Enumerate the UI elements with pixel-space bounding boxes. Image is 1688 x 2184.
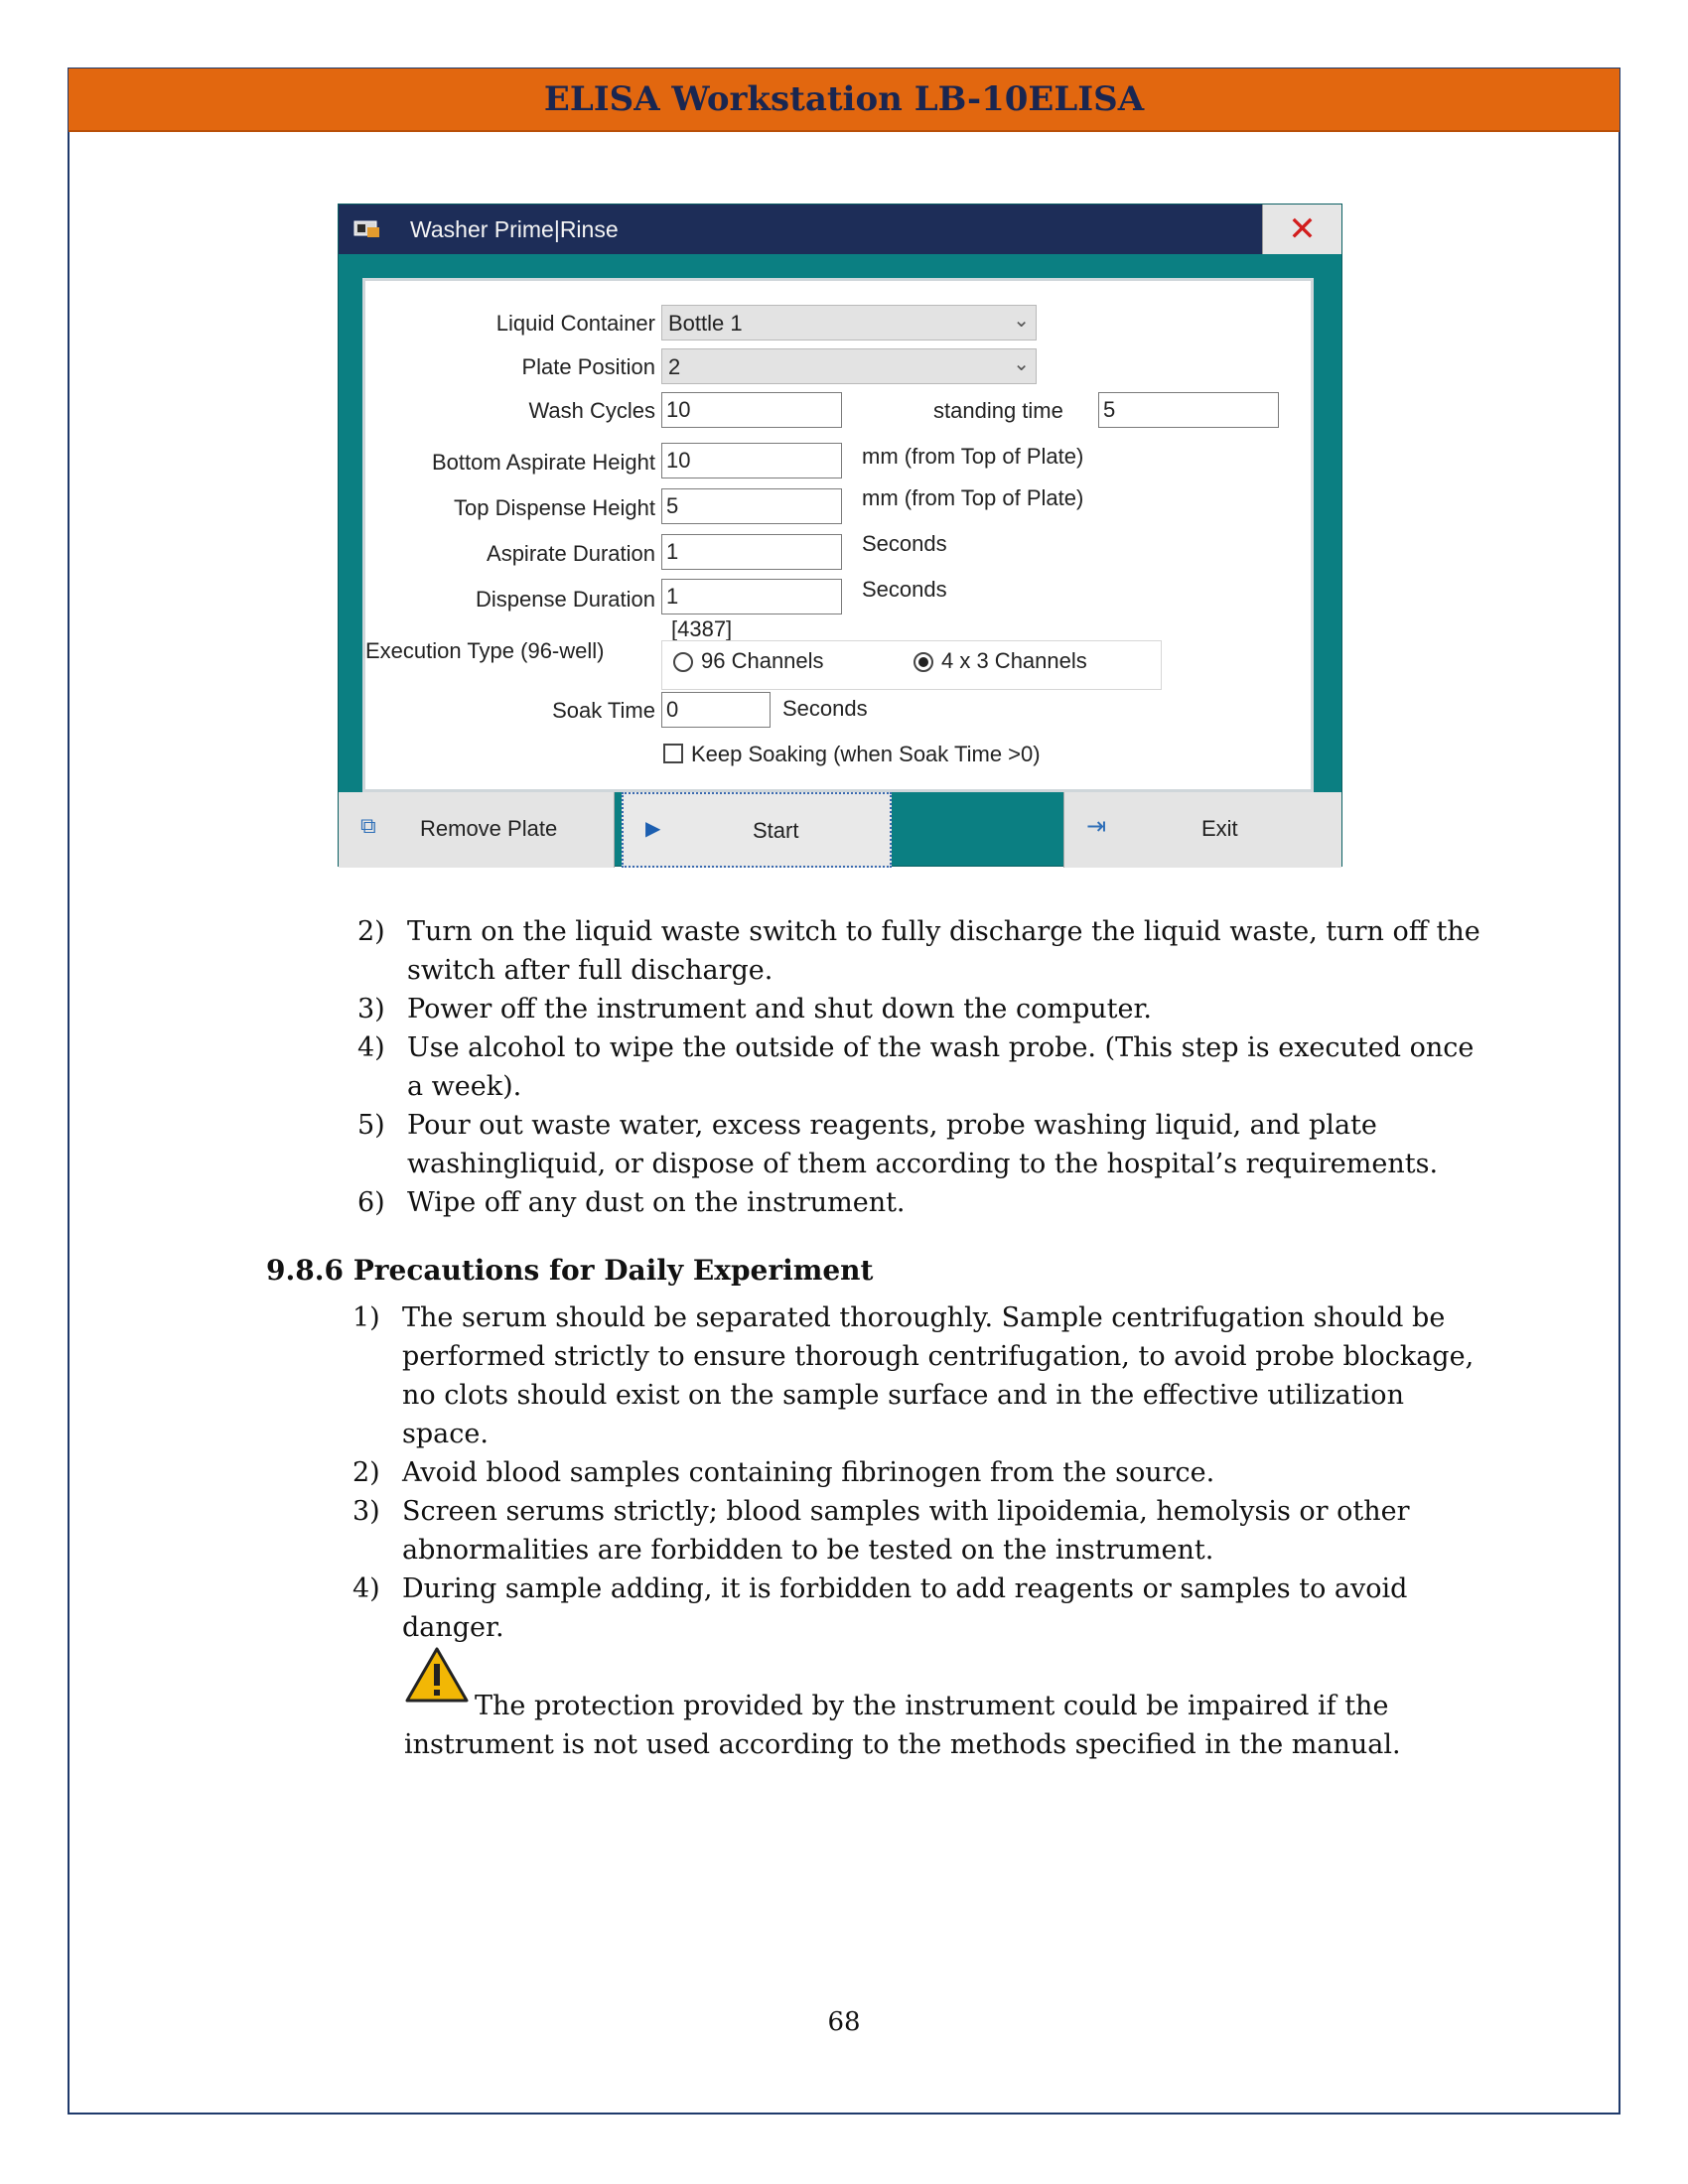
warning-triangle-icon: [404, 1646, 470, 1704]
header-bar: [69, 68, 1619, 132]
precautions-list: [352, 1298, 1489, 1646]
remove-plate-label: Remove Plate: [420, 816, 558, 841]
radio-96-channels-label: 96 Channels: [701, 648, 824, 673]
top-dispense-height-unit: mm (from Top of Plate): [862, 485, 1084, 510]
close-icon: ✕: [1288, 209, 1317, 249]
dispense-duration-value: 1: [666, 584, 679, 609]
aspirate-duration-input[interactable]: [661, 534, 842, 570]
list-item: [352, 1453, 1489, 1492]
chevron-down-icon: ⌄: [1013, 308, 1030, 332]
list-item: [352, 1298, 1489, 1453]
list-item: [357, 1028, 1489, 1106]
top-dispense-height-input[interactable]: [661, 488, 842, 524]
plate-position-label: Plate Position: [521, 354, 655, 379]
list-item: [352, 1570, 1489, 1647]
section-heading: 9.8.6 Precautions for Daily Experiment: [266, 1254, 874, 1287]
dispense-duration-unit: Seconds: [862, 577, 947, 602]
execution-type-label: Execution Type (96-well): [365, 638, 605, 663]
warning-text-line-2: instrument is not used according to the methods specified in the manual.: [404, 1729, 1401, 1760]
list-item-line: The serum should be separated thoroughly. Sample centrifugation should be: [402, 1302, 1446, 1333]
list-item-number: 5): [357, 1110, 385, 1141]
radio-96-channels[interactable]: [673, 652, 693, 672]
dialog-title: Washer Prime|Rinse: [410, 216, 619, 242]
list-item-line: Screen serums strictly; blood samples with lipoidemia, hemolysis or other: [402, 1496, 1410, 1527]
washer-app-icon: [352, 217, 382, 241]
exit-button[interactable]: [1063, 792, 1341, 868]
list-item: [352, 1492, 1489, 1570]
list-item-number: 3): [352, 1496, 380, 1527]
list-item-line: danger.: [402, 1612, 504, 1643]
document-title: ELISA Workstation LB-10ELISA: [543, 79, 1145, 119]
remove-plate-icon: ⧉: [360, 814, 376, 839]
list-item-number: 4): [352, 1573, 380, 1604]
close-button[interactable]: [1262, 205, 1341, 254]
wash-cycles-value: 10: [666, 397, 691, 422]
list-item-number: 2): [352, 1457, 380, 1488]
list-item-text-cont: switch after full discharge.: [407, 955, 774, 986]
play-icon: ▶: [645, 816, 661, 840]
aspirate-duration-unit: Seconds: [862, 531, 947, 556]
remove-plate-button[interactable]: [339, 792, 615, 868]
page-number: 68: [827, 2007, 861, 2037]
radio-4x3-channels-label: 4 x 3 Channels: [941, 648, 1087, 673]
list-item-number: 1): [352, 1302, 380, 1333]
wash-cycles-input[interactable]: [661, 392, 842, 428]
washer-prime-rinse-dialog: [338, 204, 1342, 867]
list-item-line: Avoid blood samples containing fibrinogen from the source.: [402, 1457, 1215, 1488]
list-item-text: Pour out waste water, excess reagents, probe washing liquid, and plate: [407, 1110, 1377, 1141]
list-item-text: Power off the instrument and shut down the computer.: [407, 994, 1153, 1024]
list-item-text: Turn on the liquid waste switch to fully discharge the liquid waste, turn off the: [407, 916, 1480, 947]
list-item-number: 4): [357, 1032, 385, 1063]
start-label: Start: [753, 818, 799, 843]
dispense-duration-input[interactable]: [661, 579, 842, 614]
wash-cycles-label: Wash Cycles: [528, 398, 655, 423]
exit-label: Exit: [1201, 816, 1238, 841]
dialog-titlebar: [339, 205, 1341, 254]
liquid-container-label: Liquid Container: [495, 311, 655, 336]
plate-position-select[interactable]: [661, 348, 1037, 384]
steps-list: [357, 912, 1489, 1230]
plate-position-value: 2: [668, 354, 681, 379]
list-item-number: 3): [357, 994, 385, 1024]
bottom-aspirate-height-label: Bottom Aspirate Height: [431, 450, 655, 475]
bottom-aspirate-height-unit: mm (from Top of Plate): [862, 444, 1084, 469]
list-item: [357, 1183, 1489, 1222]
top-dispense-height-value: 5: [666, 493, 679, 518]
dispense-duration-label: Dispense Duration: [476, 587, 655, 612]
list-item-text: Use alcohol to wipe the outside of the wash probe. (This step is executed once: [407, 1032, 1475, 1063]
soak-time-input[interactable]: [661, 692, 771, 728]
list-item-line: abnormalities are forbidden to be tested on the instrument.: [402, 1535, 1214, 1566]
list-item-line: During sample adding, it is forbidden to add reagents or samples to avoid: [402, 1573, 1408, 1604]
list-item-number: 6): [357, 1187, 385, 1218]
list-item-text: Wipe off any dust on the instrument.: [407, 1187, 906, 1218]
list-item: [357, 912, 1489, 990]
form-panel: [362, 278, 1314, 792]
aspirate-duration-value: 1: [666, 539, 679, 564]
keep-soaking-label: Keep Soaking (when Soak Time >0): [691, 742, 1041, 766]
list-item-line: performed strictly to ensure thorough centrifugation, to avoid probe blockage,: [402, 1341, 1475, 1372]
exit-door-icon: ⇥: [1086, 812, 1107, 840]
keep-soaking-checkbox[interactable]: [663, 744, 683, 763]
liquid-container-select[interactable]: [661, 305, 1037, 341]
list-item-text-cont: a week).: [407, 1071, 522, 1102]
execution-type-group-caption: [4387]: [671, 616, 733, 641]
warning-text-line-1: The protection provided by the instrument could be impaired if the: [475, 1691, 1389, 1721]
standing-time-input[interactable]: [1098, 392, 1279, 428]
chevron-down-icon: ⌄: [1013, 351, 1030, 375]
bottom-aspirate-height-value: 10: [666, 448, 691, 473]
list-item-number: 2): [357, 916, 385, 947]
list-item-line: space.: [402, 1419, 489, 1449]
soak-time-value: 0: [666, 697, 679, 722]
standing-time-label: standing time: [933, 398, 1063, 423]
radio-4x3-channels[interactable]: [914, 652, 933, 672]
standing-time-value: 5: [1103, 397, 1116, 422]
soak-time-label: Soak Time: [552, 698, 655, 723]
soak-time-unit: Seconds: [782, 696, 868, 721]
list-item: [357, 1106, 1489, 1183]
bottom-aspirate-height-input[interactable]: [661, 443, 842, 478]
top-dispense-height-label: Top Dispense Height: [453, 495, 655, 520]
liquid-container-value: Bottle 1: [668, 311, 743, 336]
start-button[interactable]: [622, 792, 892, 868]
aspirate-duration-label: Aspirate Duration: [487, 541, 655, 566]
list-item: [357, 990, 1489, 1028]
list-item-text-cont: washingliquid, or dispose of them according to the hospital’s requirements.: [407, 1149, 1439, 1179]
list-item-line: no clots should exist on the sample surface and in the effective utilization: [402, 1380, 1404, 1411]
